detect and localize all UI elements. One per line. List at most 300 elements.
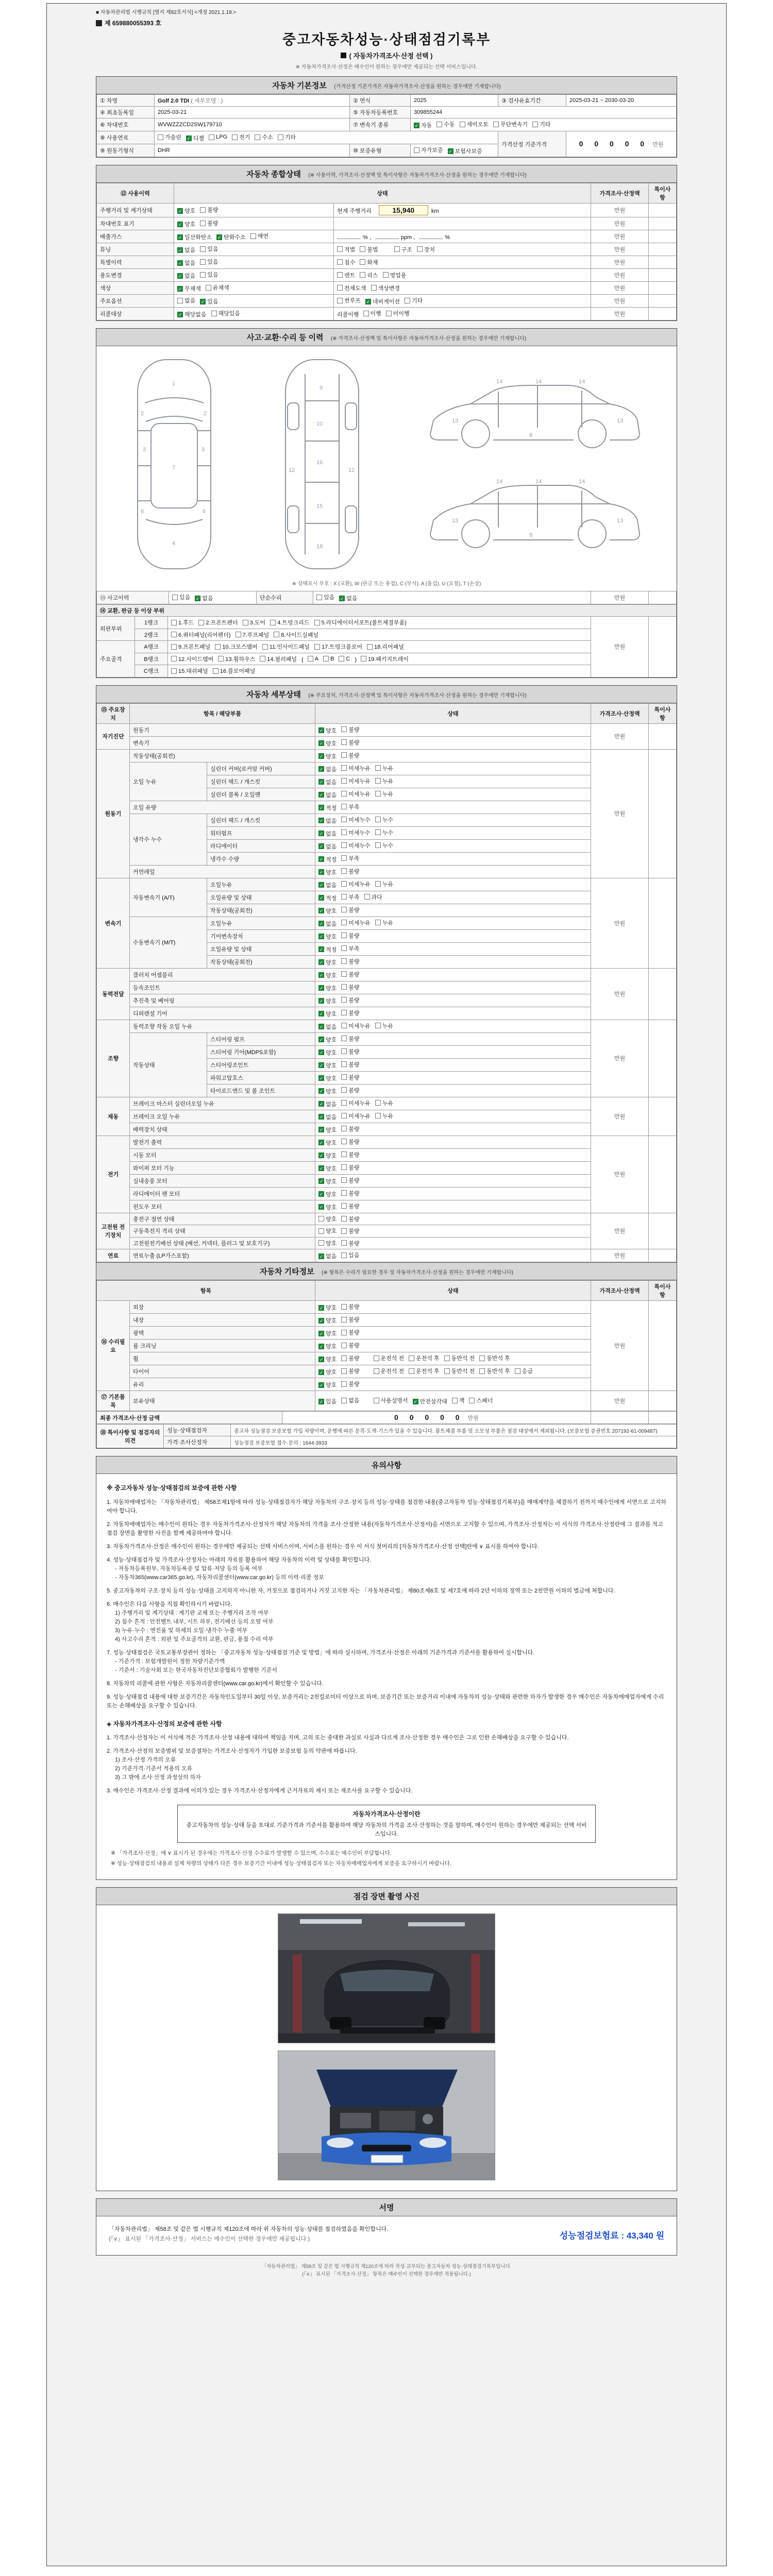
option-label: 불량 (348, 1304, 360, 1310)
option (460, 120, 489, 128)
option-label: 부족 (348, 894, 360, 901)
checkbox-양호[interactable]: ✓ (319, 1318, 324, 1324)
option-label: 수소 (262, 134, 273, 141)
option-label: 미이행 (393, 311, 410, 317)
checkbox-없음[interactable] (177, 298, 183, 303)
notices-footnote-2: ※ 성능·상태점검의 내용과 실제 차량의 상태가 다른 경우 보증기간 이내에 성능·상태점검자 또는 자동차매매업자에게 보증을 요구하시기 바랍니다. (111, 1860, 451, 1867)
checkbox-동반석 전[interactable] (444, 1355, 450, 1361)
svg-text:12: 12 (348, 467, 355, 473)
svg-text:16: 16 (316, 460, 323, 466)
checkbox-불량[interactable] (341, 752, 347, 758)
checkbox-보험사보증[interactable]: ✓ (448, 148, 452, 154)
checkbox-누유[interactable] (375, 1023, 381, 1028)
checkbox-탄화수소[interactable]: ✓ (217, 234, 222, 240)
fee-value: 43,340 원 (626, 2230, 664, 2241)
rank-items (168, 665, 591, 677)
checkbox-1.후드[interactable] (171, 620, 177, 625)
checkbox-불량[interactable] (341, 1061, 347, 1067)
checkbox-없음[interactable]: ✓ (340, 596, 344, 601)
option (341, 996, 359, 1004)
option (318, 1329, 337, 1337)
checkbox-해당있음[interactable] (211, 311, 217, 316)
checkbox-미세누유[interactable] (341, 791, 347, 796)
detail-row (97, 749, 677, 762)
checkbox-기타[interactable] (278, 134, 283, 140)
checkbox-적법[interactable] (337, 246, 343, 252)
checkbox-불량[interactable] (341, 1381, 347, 1387)
checkbox-불량[interactable] (341, 1304, 347, 1310)
option-label: 부족 (348, 945, 360, 952)
final-price-value (282, 1412, 591, 1424)
checkbox-렌트[interactable] (337, 272, 343, 278)
checkbox-불량[interactable] (341, 1048, 347, 1054)
overall-condition-note: (※ 사용이력, 가격조사·산정액 및 특이사항은 자동차가격조사·산정을 원하는 경우에만 기재합니다) (308, 173, 527, 178)
checkbox-수소[interactable] (255, 134, 260, 140)
checkbox-양호[interactable]: ✓ (319, 934, 324, 939)
checkbox-유채색[interactable] (206, 285, 211, 291)
checkbox-부족[interactable] (341, 804, 347, 809)
checkbox-없음[interactable]: ✓ (319, 1114, 324, 1120)
svg-text:14: 14 (496, 379, 502, 385)
fuel-options (155, 131, 498, 144)
notice-text: 6. 매수인은 다음 사항을 직접 확인하시기 바랍니다. (107, 1601, 232, 1608)
checkbox-양호[interactable]: ✓ (319, 1076, 324, 1081)
checkbox-A[interactable] (308, 656, 313, 662)
checkbox-미세누유[interactable] (341, 778, 347, 784)
checkbox-응급[interactable] (515, 1368, 520, 1374)
checkbox-자동[interactable]: ✓ (414, 123, 419, 128)
option-label: 양호 (326, 727, 337, 734)
checkbox-불량[interactable] (341, 1190, 347, 1196)
summary-row (97, 269, 677, 282)
checkbox-13.휠하우스[interactable] (218, 656, 224, 662)
option (364, 893, 382, 901)
checkbox-양호[interactable]: ✓ (319, 1344, 324, 1349)
checkbox-15.대쉬패널[interactable] (171, 668, 177, 674)
checkbox-색상변경[interactable] (371, 285, 377, 291)
checkbox-자가보증[interactable] (414, 147, 419, 153)
option-label: 해당없음 (184, 312, 207, 318)
checkbox-10.크로스멤버[interactable] (215, 644, 221, 650)
checkbox-수동[interactable] (436, 122, 442, 127)
checkbox-해당없음[interactable]: ✓ (178, 312, 182, 317)
checkbox-과다[interactable] (364, 894, 370, 900)
checkbox-불량[interactable] (341, 1164, 347, 1170)
checkbox-동반석 후[interactable] (479, 1368, 485, 1374)
option-label: 불량 (348, 958, 360, 965)
checkbox-없음[interactable]: ✓ (178, 273, 182, 279)
checkbox-불량[interactable] (341, 1087, 347, 1093)
checkbox-LPG[interactable] (209, 134, 214, 140)
checkbox-썬루프[interactable] (337, 298, 343, 303)
checkbox-양호[interactable]: ✓ (319, 908, 324, 913)
checkbox-양호[interactable]: ✓ (178, 208, 182, 214)
checkbox-양호[interactable]: ✓ (319, 1382, 324, 1388)
option (318, 984, 337, 992)
checkbox-양호[interactable]: ✓ (319, 1063, 324, 1068)
checkbox-불량[interactable] (341, 1240, 347, 1246)
checkbox-침수[interactable] (337, 259, 343, 265)
checkbox-있음[interactable] (341, 1252, 347, 1258)
group-note (649, 1249, 677, 1262)
checkbox-불량[interactable] (341, 1203, 347, 1209)
checkbox-누수[interactable] (375, 817, 381, 822)
option (341, 1047, 359, 1056)
checkbox-누유[interactable] (375, 1113, 381, 1118)
option (318, 1113, 337, 1121)
checkbox-양호[interactable]: ✓ (319, 1127, 324, 1132)
checkbox-적정[interactable]: ✓ (319, 805, 324, 810)
checkbox-불량[interactable] (341, 868, 347, 874)
checkbox-세미오토[interactable] (460, 122, 465, 127)
option (318, 1239, 337, 1247)
checkbox-8.사이드실패널[interactable] (274, 632, 279, 637)
final-price-empty-2 (649, 1412, 677, 1424)
item-label: 고전원전기배선 상태 (배선, 커넥터, 플러그 및 보호기구) (130, 1237, 315, 1249)
option-label: 세미오토 (466, 122, 489, 128)
checkbox-불량[interactable] (341, 958, 347, 964)
svg-text:12: 12 (288, 467, 295, 473)
checkbox-동반석 후[interactable] (479, 1355, 485, 1361)
checkbox-불량[interactable] (341, 907, 347, 912)
item-state (315, 1237, 591, 1249)
checkbox-없음[interactable]: ✓ (319, 1101, 324, 1107)
checkbox-불량[interactable] (341, 1343, 347, 1348)
checkbox-없음[interactable] (341, 1398, 347, 1403)
checkbox-양호[interactable]: ✓ (319, 870, 324, 875)
option-label: 보험사보증 (455, 148, 482, 155)
checkbox-불량[interactable] (341, 1010, 347, 1015)
checkbox-무단변속기[interactable] (493, 122, 499, 127)
checkbox-양호[interactable]: ✓ (319, 1305, 324, 1311)
option (318, 1227, 337, 1235)
checkbox-14.필러패널[interactable] (260, 656, 265, 662)
checkbox-불량[interactable] (341, 1177, 347, 1183)
option-label: 미세누유 (348, 1100, 371, 1107)
option (171, 631, 231, 639)
checkbox-불량[interactable] (341, 1074, 347, 1080)
checkbox-양호[interactable]: ✓ (319, 728, 324, 733)
checkbox-불량[interactable] (200, 221, 206, 226)
checkbox-부족[interactable] (341, 945, 347, 951)
checkbox-없음[interactable]: ✓ (319, 767, 324, 772)
checkbox-양호[interactable]: ✓ (319, 1205, 324, 1210)
checkbox-기타[interactable] (405, 298, 410, 303)
item-state (315, 1084, 591, 1097)
checkbox-적정[interactable]: ✓ (319, 857, 324, 862)
checkbox-없음[interactable]: ✓ (178, 247, 182, 253)
checkbox-잭[interactable] (452, 1398, 458, 1403)
transmission-options (411, 118, 677, 131)
checkbox-양호[interactable]: ✓ (319, 1011, 324, 1016)
checkbox-있음[interactable] (200, 246, 206, 252)
item-label: 냉각수 누수 (130, 814, 207, 865)
checkbox-운전석 후[interactable] (409, 1368, 414, 1374)
option (318, 1203, 337, 1211)
checkbox-양호[interactable]: ✓ (319, 1369, 324, 1375)
checkbox-없음[interactable]: ✓ (319, 883, 324, 888)
checkbox-미세누유[interactable] (341, 881, 347, 887)
checkbox-양호[interactable]: ✓ (319, 1357, 324, 1362)
detail-row (97, 1213, 677, 1225)
checkbox-화재[interactable] (360, 259, 365, 265)
checkbox-불량[interactable] (341, 1317, 347, 1323)
item-label: 수동변속기 (M/T) (130, 917, 207, 968)
option-label: 매연 (257, 233, 268, 240)
option (374, 1354, 405, 1362)
svg-text:3: 3 (201, 447, 205, 453)
checkbox-양호[interactable] (318, 1240, 324, 1246)
checkbox-양호[interactable]: ✓ (319, 1179, 324, 1184)
option (314, 618, 407, 626)
checkbox-없음[interactable]: ✓ (178, 260, 182, 266)
checkbox-3.도어[interactable] (243, 620, 248, 625)
checkbox-이행[interactable] (363, 311, 369, 316)
checkbox-리스[interactable] (360, 272, 365, 278)
option (341, 1328, 359, 1336)
checkbox-미세누유[interactable] (341, 765, 347, 771)
checkbox-없음[interactable]: ✓ (319, 1024, 324, 1029)
checkbox-없음[interactable]: ✓ (319, 779, 324, 785)
checkbox-누유[interactable] (375, 765, 381, 771)
device-label: ⑯ 수리필요 (97, 1301, 130, 1391)
checkbox-양호[interactable]: ✓ (319, 754, 324, 759)
checkbox-미세누유[interactable] (341, 1113, 347, 1118)
checkbox-있음[interactable]: ✓ (200, 299, 205, 304)
checkbox-미세누유[interactable] (341, 920, 347, 925)
checkbox-없음[interactable]: ✓ (319, 921, 324, 926)
checkbox-없음[interactable]: ✓ (319, 818, 324, 823)
checkbox-양호[interactable] (318, 1228, 324, 1234)
checkbox-불량[interactable] (341, 1355, 347, 1361)
checkbox-9.프론트패널[interactable] (171, 644, 177, 650)
option-label: 미세누유 (348, 920, 371, 926)
checkbox-양호[interactable]: ✓ (319, 973, 324, 978)
checkbox-누유[interactable] (375, 778, 381, 784)
checkbox-불량[interactable] (341, 1216, 347, 1222)
checkbox-없음[interactable]: ✓ (319, 844, 324, 849)
checkbox-양호[interactable]: ✓ (319, 1331, 324, 1336)
checkbox-불량[interactable] (341, 971, 347, 977)
checkbox-양호[interactable] (318, 1216, 324, 1222)
detail-state-col: 상태 (315, 703, 591, 723)
checkbox-불량[interactable] (341, 739, 347, 745)
item-state (315, 1391, 591, 1411)
checkbox-누수[interactable] (375, 842, 381, 848)
checkbox-사용설명서[interactable] (374, 1398, 379, 1403)
option-label: 없음 (184, 298, 196, 304)
rank-label: A랭크 (135, 641, 168, 653)
checkbox-불량[interactable] (341, 1330, 347, 1335)
checkbox-있음[interactable] (316, 595, 322, 600)
checkbox-미세누수[interactable] (341, 842, 347, 848)
option-label: 없음 (326, 1101, 337, 1108)
checkbox-적정[interactable]: ✓ (319, 895, 324, 901)
checkbox-B[interactable] (323, 656, 329, 662)
checkbox-19.패키지트레이[interactable] (361, 656, 366, 662)
checkbox-있음[interactable]: ✓ (319, 1399, 324, 1404)
detail-row (97, 1148, 677, 1161)
checkbox-운전석 전[interactable] (374, 1368, 379, 1374)
option-label: 양호 (326, 1011, 337, 1018)
option (341, 1189, 359, 1197)
checkbox-양호[interactable]: ✓ (319, 1166, 324, 1171)
checkbox-양호[interactable]: ✓ (319, 1037, 324, 1042)
bottom-note-2: (『∨』 표시된 「가격조사·산정」 항목은 매수인이 선택한 경우에만 적용됩니다.) (302, 2272, 471, 2278)
item-state (315, 1301, 591, 1314)
checkbox-양호[interactable]: ✓ (319, 960, 324, 965)
checkbox-16.플로어패널[interactable] (213, 668, 219, 674)
checkbox-양호[interactable]: ✓ (319, 998, 324, 1004)
checkbox-네비게이션[interactable]: ✓ (366, 299, 371, 304)
checkbox-없음[interactable]: ✓ (195, 596, 200, 601)
checkbox-동반석 전[interactable] (444, 1368, 450, 1374)
checkbox-누수[interactable] (375, 829, 381, 835)
checkbox-일산화탄소[interactable]: ✓ (178, 234, 182, 240)
notice-sub-item: - 자동차365(www.car365.go.kr), 자동차리콜센터(www.car.go.kr) 등의 이력·리콜 정보 (115, 1574, 324, 1581)
checkbox-없음[interactable]: ✓ (319, 1253, 324, 1259)
rank-items (168, 641, 591, 653)
summary-state (174, 230, 334, 243)
checkbox-미이행[interactable] (386, 311, 392, 316)
checkbox-5.라디에이터서포트(볼트체결부품)[interactable] (314, 620, 320, 625)
checkbox-기타[interactable] (532, 122, 538, 127)
checkbox-불량[interactable] (341, 1036, 347, 1041)
checkbox-디젤[interactable]: ✓ (187, 135, 191, 141)
option-label: 미세누유 (348, 881, 371, 888)
option-label: 무단변속기 (500, 122, 528, 128)
option (341, 1086, 359, 1094)
checkbox-운전석 전[interactable] (374, 1355, 379, 1361)
checkbox-미세누수[interactable] (341, 829, 347, 835)
checkbox-매연[interactable] (250, 233, 256, 239)
part-label: 냉각수 수량 (207, 852, 315, 865)
option-label: 무채색 (184, 286, 201, 292)
checkbox-양호[interactable]: ✓ (178, 222, 182, 227)
option (339, 594, 357, 602)
checkbox-안전삼각대[interactable]: ✓ (413, 1399, 417, 1404)
checkbox-불량[interactable] (341, 1139, 347, 1144)
checkbox-12.사이드멤버[interactable] (171, 656, 177, 662)
car-side-right-diagram (421, 471, 648, 557)
checkbox-적정[interactable]: ✓ (319, 947, 324, 952)
checkbox-양호[interactable]: ✓ (319, 1140, 324, 1145)
checkbox-장치[interactable] (417, 246, 423, 252)
checkbox-불량[interactable] (341, 1368, 347, 1374)
checkbox-불량[interactable] (341, 726, 347, 732)
checkbox-미세누수[interactable] (341, 817, 347, 822)
checkbox-있음[interactable] (200, 272, 206, 278)
checkbox-C[interactable] (339, 656, 344, 662)
option-label: 없음 (184, 247, 196, 253)
option (341, 1341, 359, 1349)
option (323, 656, 334, 662)
checkbox-불량[interactable] (341, 1228, 347, 1234)
checkbox-부족[interactable] (341, 894, 347, 900)
checkbox-양호[interactable]: ✓ (319, 1050, 324, 1055)
checkbox-전기[interactable] (232, 134, 238, 140)
checkbox-있음[interactable] (200, 259, 206, 265)
checkbox-불법[interactable] (360, 246, 365, 252)
option-label: 침수 (344, 259, 356, 266)
checkbox-불량[interactable] (341, 997, 347, 1003)
option (341, 1315, 359, 1324)
checkbox-무채색[interactable]: ✓ (178, 286, 182, 292)
summary-state (174, 308, 334, 320)
option-label: 불량 (348, 752, 360, 759)
device-label: ⑰ 기본품목 (97, 1391, 130, 1411)
checkbox-미세누유[interactable] (341, 1100, 347, 1106)
option (318, 1164, 337, 1173)
checkbox-양호[interactable]: ✓ (319, 741, 324, 746)
checkbox-있음[interactable] (172, 595, 178, 600)
checkbox-양호[interactable]: ✓ (319, 1192, 324, 1197)
checkbox-양호[interactable]: ✓ (319, 1089, 324, 1094)
item-label: 추진축 및 베어링 (130, 994, 315, 1007)
checkbox-불량[interactable] (341, 1126, 347, 1131)
checkbox-없음[interactable]: ✓ (319, 831, 324, 836)
checkbox-부족[interactable] (341, 855, 347, 861)
option (200, 297, 218, 306)
checkbox-없음[interactable]: ✓ (319, 792, 324, 798)
item-state (315, 839, 591, 852)
checkbox-운전석 후[interactable] (409, 1355, 414, 1361)
checkbox-18.리어패널[interactable] (367, 644, 373, 650)
checkbox-누유[interactable] (375, 1100, 381, 1106)
checkbox-11.인사이드패널[interactable] (262, 644, 268, 650)
checkbox-가솔린[interactable] (158, 134, 163, 140)
option-label: 불량 (348, 1151, 360, 1158)
price-survey-checkbox[interactable] (341, 53, 346, 58)
checkbox-양호[interactable]: ✓ (319, 986, 324, 991)
option (341, 919, 371, 927)
option-label: 양호 (326, 1331, 337, 1337)
checkbox-불량[interactable] (341, 933, 347, 938)
checkbox-누유[interactable] (375, 791, 381, 796)
checkbox-스패너[interactable] (469, 1398, 475, 1403)
item-label: 윈도우 모터 (130, 1200, 315, 1213)
item-label: 외장 (130, 1301, 315, 1314)
checkbox-6.쿼터패널(리어펜더)[interactable] (171, 632, 177, 637)
option (360, 245, 378, 253)
checkbox-영업용[interactable] (383, 272, 389, 278)
checkbox-7.루프패널[interactable] (236, 632, 241, 637)
svg-text:14: 14 (578, 479, 585, 485)
part-label: 라디에이터 (207, 839, 315, 852)
option-label: 자가보증 (421, 147, 443, 154)
option (341, 828, 371, 837)
checkbox-4.트렁크리드[interactable] (270, 620, 276, 625)
option (374, 1367, 405, 1375)
checkbox-17.트렁크플로어[interactable] (314, 644, 320, 650)
checkbox-미세누유[interactable] (341, 1023, 347, 1028)
group-price: 만원 (591, 749, 649, 878)
checkbox-불량[interactable] (341, 1151, 347, 1157)
checkbox-불량[interactable] (341, 984, 347, 990)
checkbox-누유[interactable] (375, 881, 381, 887)
checkbox-누유[interactable] (375, 920, 381, 925)
checkbox-전체도색[interactable] (337, 285, 343, 291)
checkbox-불량[interactable] (200, 207, 206, 213)
overall-condition-head-row (97, 183, 677, 204)
option-label: 불량 (348, 726, 360, 733)
checkbox-양호[interactable]: ✓ (319, 1153, 324, 1158)
checkbox-구조[interactable] (394, 246, 400, 252)
option (341, 777, 371, 785)
item-state (315, 1187, 591, 1200)
checkbox-2.프론트펜더[interactable] (198, 620, 204, 625)
rank-row (97, 665, 677, 677)
